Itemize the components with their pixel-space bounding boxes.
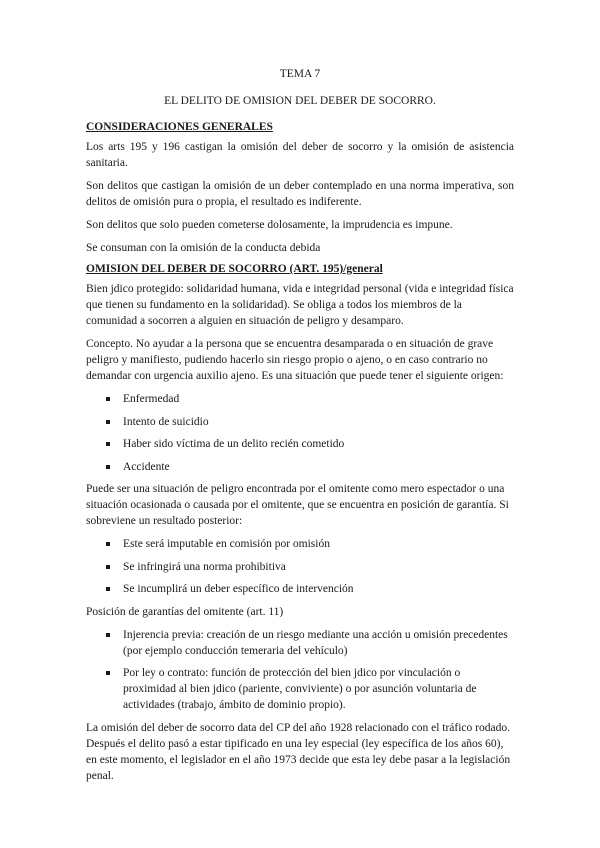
paragraph: Son delitos que castigan la omisión de un deber contemplado en una norma imperativa, son delitos de omisión pura o propia, el resultado es indiferente. xyxy=(86,180,514,208)
bullet-icon xyxy=(106,565,110,569)
list-item: Se incumplirá un deber específico de intervención xyxy=(106,581,514,597)
list-item: Intento de suicidio xyxy=(106,414,514,430)
document-subtitle: EL DELITO DE OMISION DEL DEBER DE SOCORRO. xyxy=(164,95,436,107)
paragraph-historia: La omisión del deber de socorro data del CP del año 1928 relacionado con el tráfico rodado. Después el delito pasó a estar tipificado en una ley especial (ley específica de los años 60), en este momento, el legislador en el año 1973 decide que esta ley debe pasar a la legislación penal. xyxy=(86,721,511,782)
paragraph: Son delitos que solo pueden cometerse dolosamente, la imprudencia es impune. xyxy=(86,219,453,231)
bullet-icon xyxy=(106,671,110,675)
bullet-icon xyxy=(106,397,110,401)
consequences-list xyxy=(86,536,514,597)
list-item: Este será imputable en comisión por omisión xyxy=(106,536,514,552)
paragraph-garantia-heading: Posición de garantías del omitente (art. 11) xyxy=(86,605,284,618)
paragraph-peligro: Puede ser una situación de peligro encontrada por el omitente como mero espectador o una situación ocasionada o causada por el omitente, que se encuentra en posición de garantía. Si sobreviene un resultado posterior: xyxy=(86,483,509,527)
list-item: Accidente xyxy=(106,459,514,475)
paragraph-bien-juridico: Bien jdico protegido: solidaridad humana, vida e integridad personal (vida e integridad física que tienen su fundamento en la solidaridad). Se obliga a todos los miembros de la comunidad a socorren a alguien en situación de peligro y desamparo. xyxy=(86,283,514,327)
list-item: Enfermedad xyxy=(106,391,514,407)
garantias-list xyxy=(86,627,514,714)
bullet-icon xyxy=(106,587,110,591)
list-item: Se infringirá una norma prohibitiva xyxy=(106,559,514,575)
bullet-icon xyxy=(106,442,110,446)
bullet-icon xyxy=(106,465,110,469)
paragraph-concepto: Concepto. No ayudar a la persona que se encuentra desamparada o en situación de grave peligro y manifiesto, pudiendo hacerlo sin riesgo propio o ajeno, o en caso contrario no demandar con urgencia auxilio ajeno. Es una situación que puede tener el siguiente origen: xyxy=(86,338,504,382)
bullet-icon xyxy=(106,633,110,637)
document-title: TEMA 7 xyxy=(279,68,321,80)
origins-list xyxy=(86,391,514,475)
paragraph: Los arts 195 y 196 castigan la omisión del deber de socorro y la omisión de asistencia sanitaria. xyxy=(86,141,514,169)
section-heading-omision: OMISION DEL DEBER DE SOCORRO (ART. 195)/general xyxy=(86,263,383,275)
list-item: Injerencia previa: creación de un riesgo mediante una acción u omisión precedentes (por ejemplo conducción temeraria del vehículo) xyxy=(106,627,514,659)
list-item: Por ley o contrato: función de protección del bien jdico por vinculación o proximidad al bien jdico (pariente, conviviente) o por asunción voluntaria de actividades (trabajo, ámbito de dominio propio). xyxy=(106,665,514,713)
section-heading-general: CONSIDERACIONES GENERALES xyxy=(86,121,273,133)
paragraph: Se consuman con la omisión de la conducta debida xyxy=(86,242,321,254)
list-item: Haber sido víctima de un delito recién cometido xyxy=(106,436,514,452)
bullet-icon xyxy=(106,420,110,424)
bullet-icon xyxy=(106,542,110,546)
